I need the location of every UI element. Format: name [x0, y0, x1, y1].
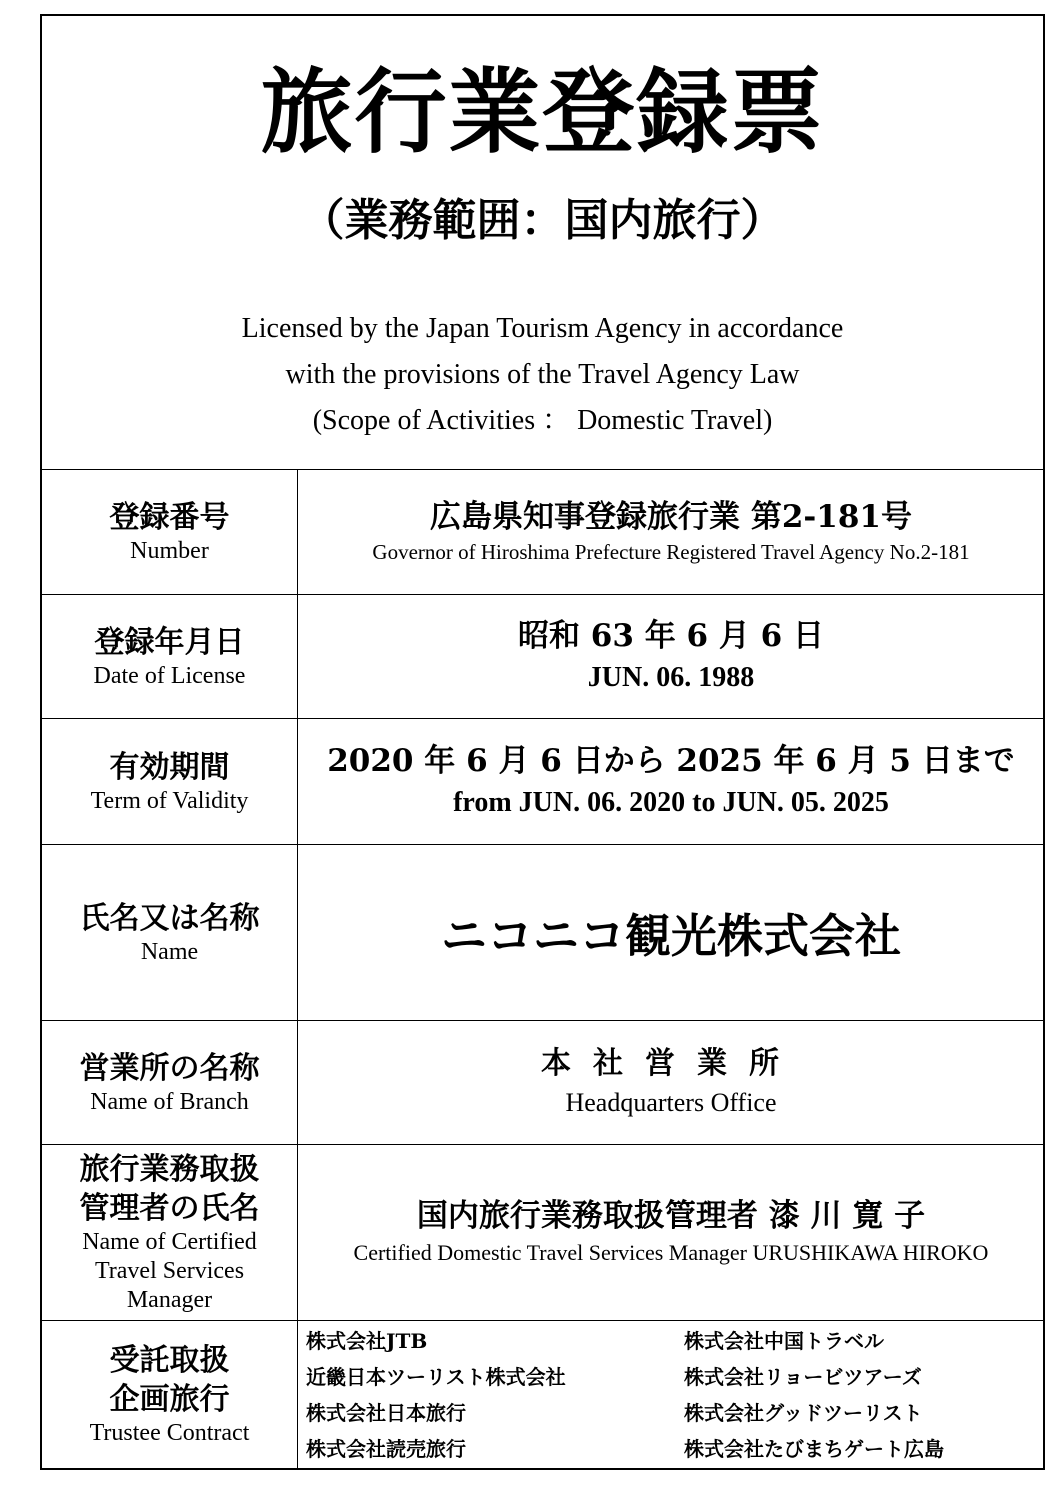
term-value-jp: 2020 年 6 月 6 日から 2025 年 6 月 5 日まで	[327, 742, 1015, 779]
row-branch	[42, 1021, 1044, 1145]
term-label-en: Term of Validity	[90, 787, 249, 814]
branch-label-jp: 営業所の名称	[79, 1050, 260, 1086]
trustee-company: 株式会社たびまちゲート広島	[684, 1436, 944, 1461]
term-label-jp: 有効期間	[109, 749, 230, 785]
trustee-label	[42, 1321, 298, 1469]
trustee-company: 株式会社JTB	[306, 1328, 428, 1353]
number-label-en: Number	[130, 538, 209, 565]
date-value	[298, 595, 1045, 719]
row-date	[42, 595, 1044, 719]
branch-label-en: Name of Branch	[90, 1088, 249, 1115]
number-label-jp: 登録番号	[109, 500, 230, 536]
number-value-jp: 広島県知事登録旅行業 第2-181号	[430, 499, 912, 536]
term-value-en: from JUN. 06. 2020 to JUN. 05. 2025	[453, 786, 889, 818]
name-label	[42, 845, 298, 1021]
number-value	[298, 470, 1045, 595]
date-label-en: Date of License	[93, 662, 246, 689]
trustee-company-list	[298, 1326, 1044, 1464]
trustee-label-jp-2: 企画旅行	[109, 1382, 230, 1418]
row-term	[42, 719, 1044, 845]
company-name: ニコニコ観光株式会社	[441, 908, 901, 963]
registration-table	[42, 469, 1044, 1469]
branch-label	[42, 1021, 298, 1145]
certificate-title: 旅行業登録票	[260, 58, 825, 166]
trustee-company: 株式会社日本旅行	[306, 1400, 466, 1425]
date-value-en: JUN. 06. 1988	[587, 661, 755, 693]
row-name	[42, 845, 1044, 1021]
trustee-company: 株式会社リョービツアーズ	[684, 1364, 922, 1389]
trustee-value	[298, 1321, 1045, 1469]
manager-label-en-2: Travel Services	[94, 1258, 245, 1285]
trustee-company: 株式会社中国トラベル	[684, 1328, 884, 1353]
row-manager	[42, 1145, 1044, 1321]
trustee-label-jp-1: 受託取扱	[109, 1343, 230, 1379]
row-trustee	[42, 1321, 1044, 1469]
trustee-label-en: Trustee Contract	[89, 1420, 250, 1447]
branch-value-jp: 本社営業所	[541, 1046, 801, 1082]
name-label-jp: 氏名又は名称	[79, 900, 260, 936]
certificate-header	[42, 16, 1043, 471]
date-label	[42, 595, 298, 719]
name-label-en: Name	[140, 938, 199, 965]
trustee-company: 株式会社読売旅行	[306, 1436, 466, 1461]
scope-subtitle: （業務範囲：国内旅行）	[300, 195, 785, 246]
english-notice-line-2: with the provisions of the Travel Agency Law	[285, 359, 800, 390]
english-notice-line-3: (Scope of Activities ： Domestic Travel)	[312, 405, 773, 436]
branch-value	[298, 1021, 1045, 1145]
trustee-company: 近畿日本ツーリスト株式会社	[306, 1364, 566, 1389]
date-value-jp: 昭和 63 年 6 月 6 日	[517, 617, 825, 654]
trustee-company: 株式会社グッドツーリスト	[684, 1400, 923, 1425]
manager-value-jp: 国内旅行業務取扱管理者 漆 川 寛 子	[416, 1198, 926, 1235]
date-label-jp: 登録年月日	[94, 624, 245, 660]
registration-certificate	[40, 14, 1045, 1470]
english-notice-line-1: Licensed by the Japan Tourism Agency in accordance	[241, 313, 844, 344]
row-number	[42, 470, 1044, 595]
manager-label	[42, 1145, 298, 1321]
manager-label-jp-1: 旅行業務取扱	[79, 1152, 260, 1188]
term-value	[298, 719, 1045, 845]
name-value	[298, 845, 1045, 1021]
number-value-en: Governor of Hiroshima Prefecture Registered Travel Agency No.2-181	[372, 540, 970, 565]
manager-value-en: Certified Domestic Travel Services Manager URUSHIKAWA HIROKO	[353, 1240, 989, 1266]
term-label	[42, 719, 298, 845]
branch-value-en: Headquarters Office	[565, 1088, 777, 1118]
number-label	[42, 470, 298, 595]
manager-label-en-3: Manager	[126, 1286, 213, 1313]
manager-label-en-1: Name of Certified	[82, 1229, 257, 1256]
manager-label-jp-2: 管理者の氏名	[79, 1191, 260, 1227]
manager-value	[298, 1145, 1045, 1321]
